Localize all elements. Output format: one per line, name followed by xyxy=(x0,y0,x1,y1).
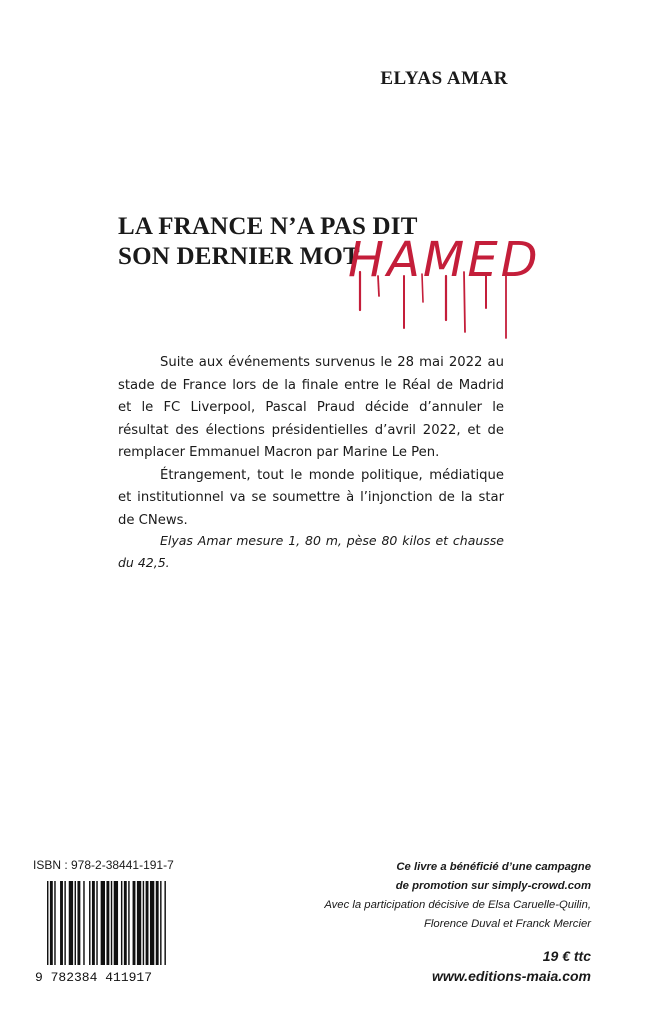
barcode-bar xyxy=(75,881,76,965)
credits-line-4: Florence Duval et Franck Mercier xyxy=(424,918,591,930)
barcode-bar xyxy=(89,881,90,965)
publisher-website[interactable]: www.editions-maia.com xyxy=(432,968,591,984)
blood-lettering-overlay xyxy=(346,232,541,344)
title-line-1: LA FRANCE N’A PAS DIT xyxy=(118,213,418,240)
barcode-bar xyxy=(150,881,154,965)
book-summary xyxy=(118,352,504,532)
barcode-number: 9 782384 411917 xyxy=(35,970,153,985)
barcode-bar xyxy=(160,881,161,965)
barcode-bars xyxy=(47,881,166,965)
credits-line-3: Avec la participation décisive de Elsa Caruelle-Quilin, xyxy=(324,899,591,911)
barcode-bar xyxy=(114,881,118,965)
barcode-bar xyxy=(69,881,73,965)
barcode xyxy=(33,881,213,983)
barcode-bar xyxy=(137,881,141,965)
price-block xyxy=(432,946,591,986)
barcode-bar xyxy=(156,881,159,965)
barcode-bar xyxy=(96,881,97,965)
credits-block xyxy=(291,858,591,934)
barcode-bar xyxy=(106,881,109,965)
title-line-2: SON DERNIER MOT xyxy=(118,243,360,270)
barcode-bar xyxy=(60,881,63,965)
author-name: ELYAS AMAR xyxy=(380,68,508,89)
barcode-bar xyxy=(92,881,95,965)
barcode-bar xyxy=(77,881,80,965)
barcode-bar xyxy=(47,881,48,965)
barcode-bar xyxy=(64,881,65,965)
credits-line-2: de promotion sur simply-crowd.com xyxy=(395,880,591,892)
barcode-bar xyxy=(143,881,144,965)
overlay-word: HAMED xyxy=(348,232,541,288)
barcode-bar xyxy=(133,881,136,965)
barcode-bar xyxy=(54,881,55,965)
barcode-bar xyxy=(121,881,122,965)
price-label: 19 € ttc xyxy=(542,948,591,964)
summary-paragraph-2: Étrangement, tout le monde politique, médiatique et institutionnel va se soumettre à l’injonction de la star de CNews. xyxy=(118,467,504,528)
summary-paragraph-1: Suite aux événements survenus le 28 mai 2022 au stade de France lors de la finale entre le Réal de Madrid et le FC Liverpool, Pascal Praud décide d’annuler le résultat des élections présidentielles d’avril 2022, et de remplacer Emmanuel Macron par Marine Le Pen. xyxy=(118,355,504,460)
credits-line-1: Ce livre a bénéficié d’une campagne xyxy=(396,861,591,873)
barcode-bar xyxy=(146,881,149,965)
author-bio: Elyas Amar mesure 1, 80 m, pèse 80 kilos et chausse du 42,5. xyxy=(118,533,504,570)
barcode-bar xyxy=(50,881,53,965)
barcode-bar xyxy=(128,881,129,965)
barcode-bar xyxy=(124,881,127,965)
barcode-bar xyxy=(83,881,84,965)
isbn-label: ISBN : 978-2-38441-191-7 xyxy=(33,858,174,872)
barcode-bar xyxy=(164,881,165,965)
barcode-bar xyxy=(111,881,112,965)
barcode-bar xyxy=(101,881,105,965)
